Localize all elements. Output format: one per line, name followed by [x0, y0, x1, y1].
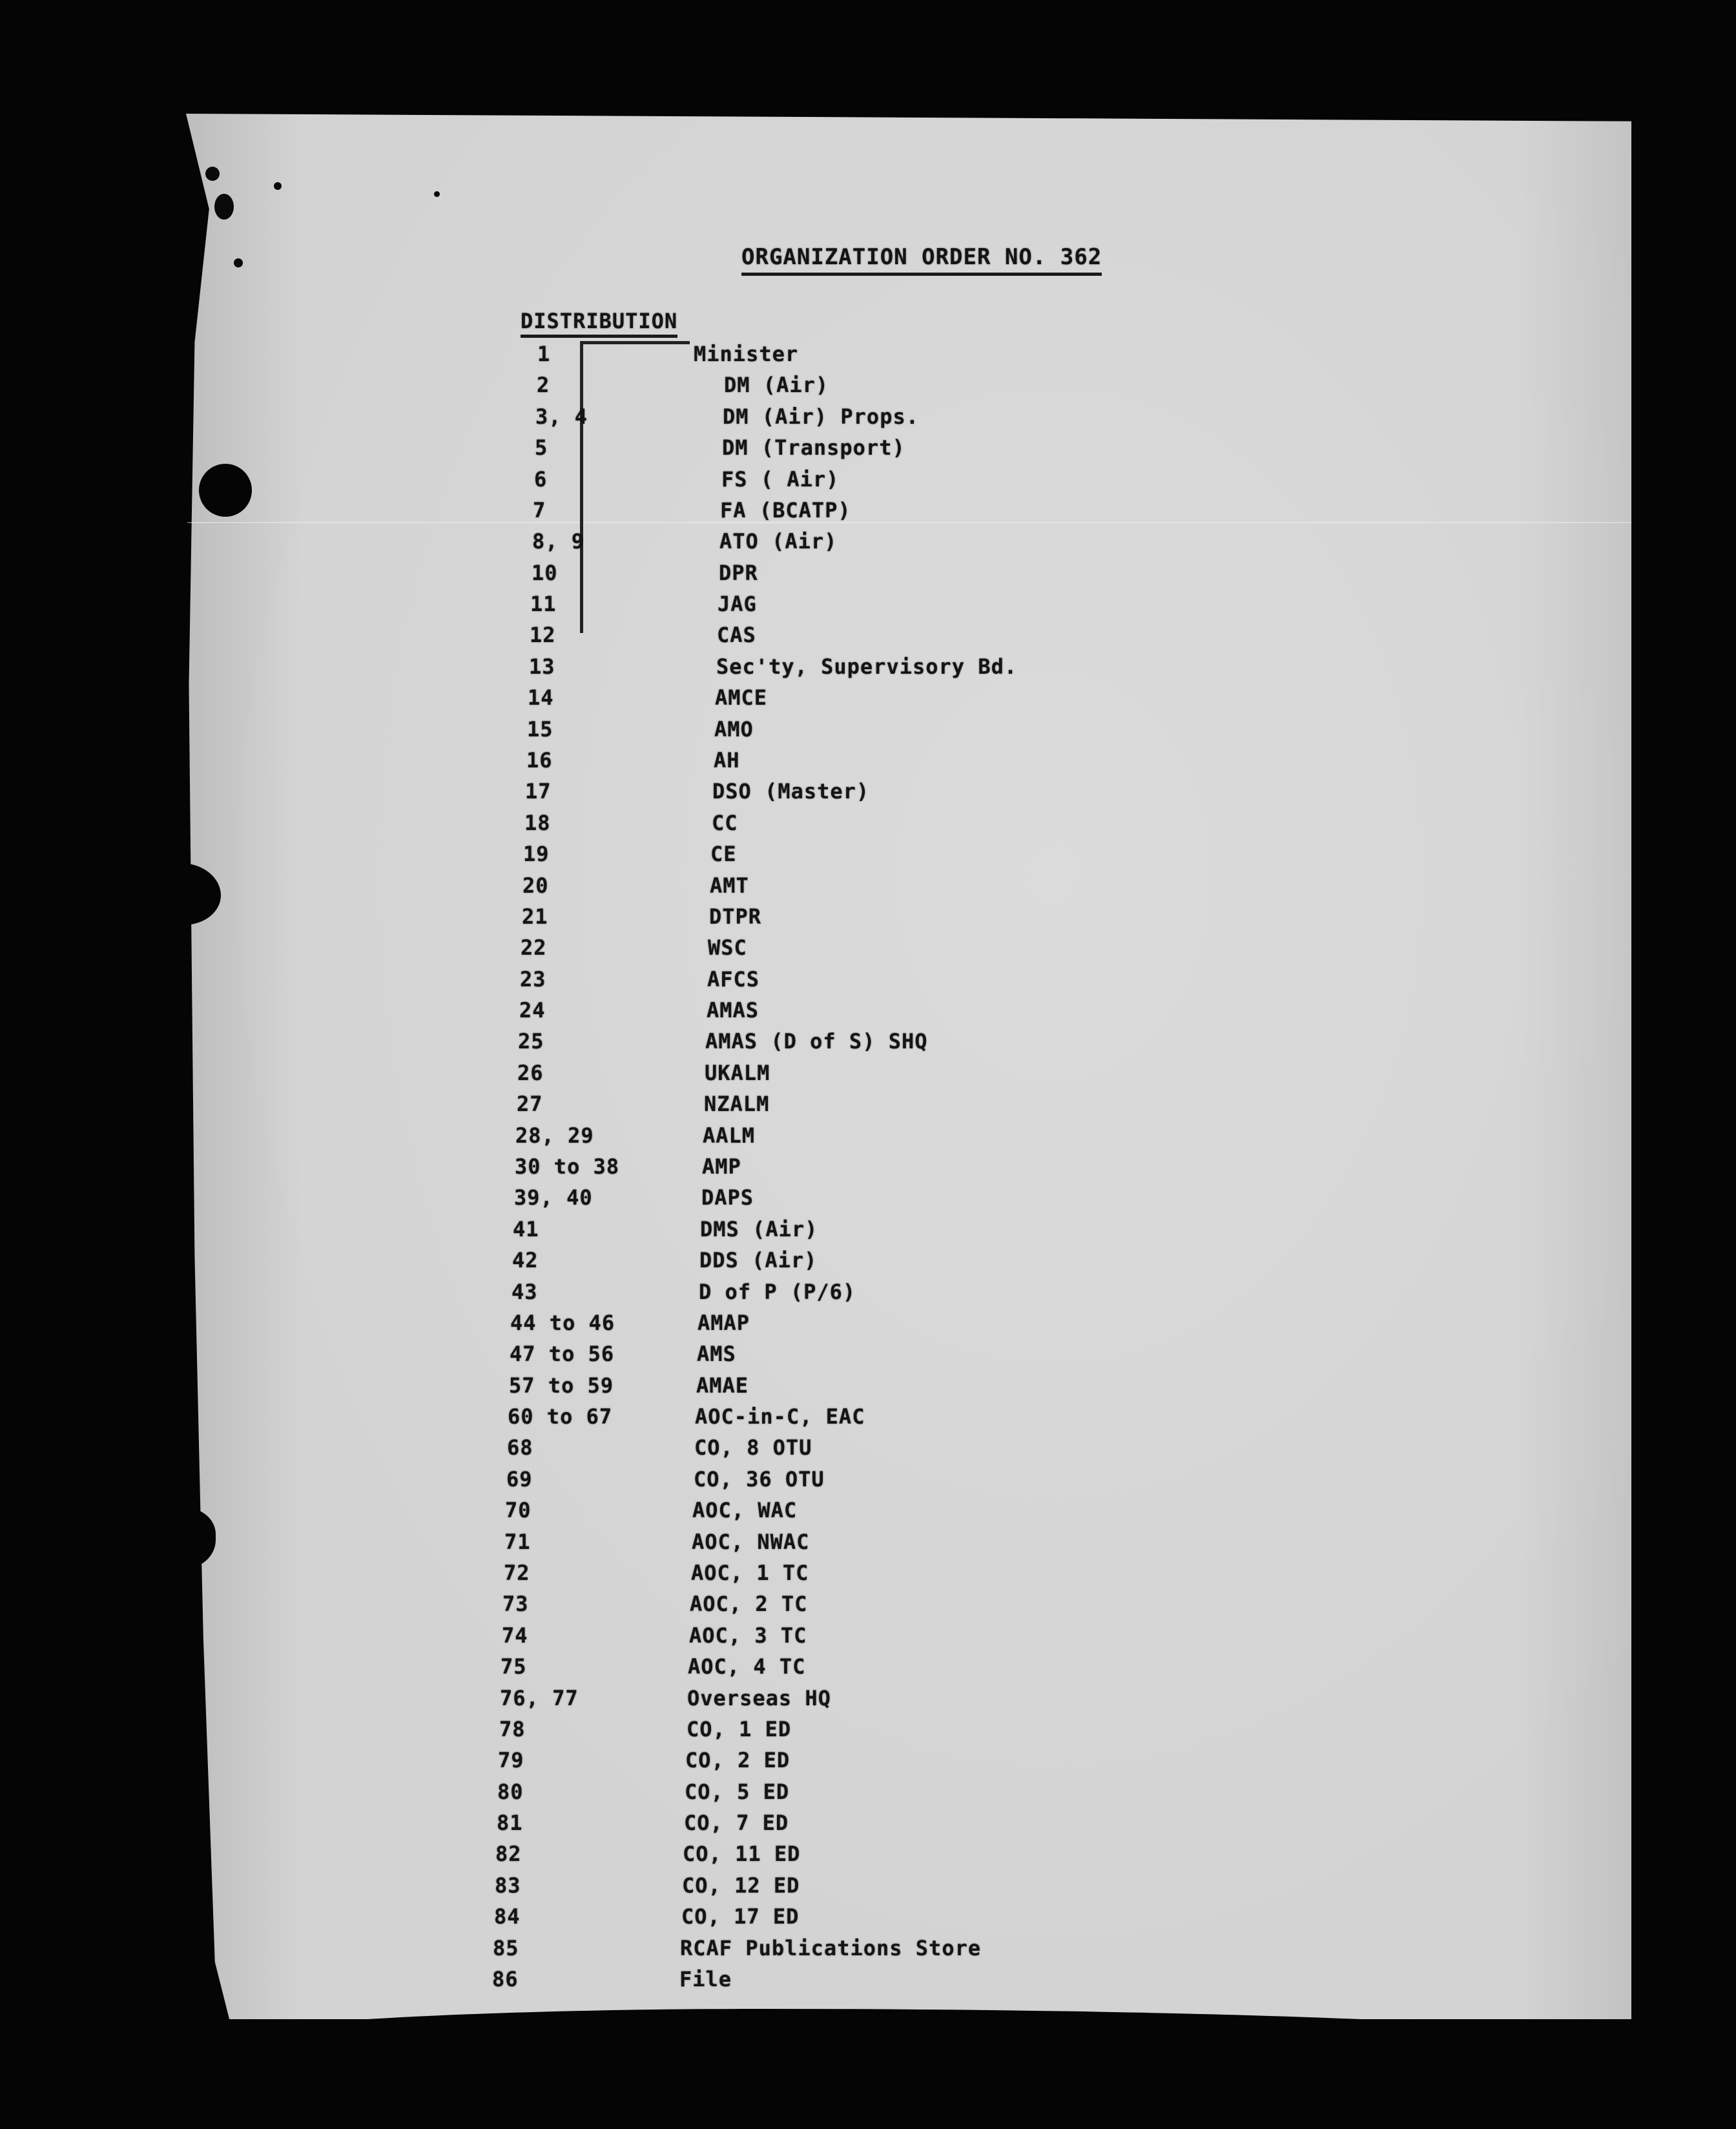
- recipient: AMCE: [715, 685, 768, 710]
- copy-number: 11: [530, 592, 557, 616]
- recipient: AOC, WAC: [692, 1498, 798, 1522]
- recipient: AMAP: [698, 1311, 750, 1335]
- recipient: DM (Air) Props.: [723, 404, 919, 429]
- copy-number: 8, 9: [532, 529, 585, 554]
- recipient: DPR: [719, 561, 758, 585]
- copy-number: 84: [494, 1904, 521, 1929]
- recipient: DSO (Master): [712, 779, 870, 804]
- recipient: AOC, 4 TC: [688, 1654, 806, 1679]
- recipient: AMS: [697, 1342, 736, 1366]
- copy-number: 85: [493, 1936, 519, 1960]
- recipient: FS ( Air): [721, 467, 840, 492]
- recipient: DAPS: [701, 1185, 754, 1210]
- copy-number: 5: [535, 435, 548, 460]
- copy-number: 72: [504, 1561, 530, 1585]
- copy-number: 3, 4: [535, 404, 588, 429]
- copy-number: 68: [507, 1435, 533, 1460]
- copy-number: 47 to 56: [510, 1342, 615, 1366]
- copy-number: 79: [498, 1748, 524, 1772]
- copy-number: 80: [497, 1780, 524, 1804]
- copy-number: 57 to 59: [509, 1373, 614, 1398]
- recipient: CE: [710, 842, 737, 866]
- copy-number: 15: [527, 717, 553, 742]
- copy-number: 12: [530, 623, 556, 647]
- copy-number: 21: [522, 904, 548, 929]
- copy-number: 73: [502, 1592, 529, 1616]
- recipient: AMAE: [696, 1373, 749, 1398]
- recipient: AOC, 2 TC: [690, 1592, 808, 1616]
- recipient: UKALM: [705, 1061, 770, 1085]
- recipient: DDS (Air): [699, 1248, 818, 1272]
- copy-number: 44 to 46: [510, 1311, 615, 1335]
- recipient: NZALM: [704, 1092, 770, 1116]
- copy-number: 30 to 38: [515, 1154, 620, 1179]
- copy-number: 70: [505, 1498, 532, 1522]
- copy-number: 76, 77: [500, 1686, 579, 1710]
- copy-number: 27: [517, 1092, 543, 1116]
- recipient: DMS (Air): [700, 1217, 818, 1241]
- recipient: CO, 8 OTU: [694, 1435, 812, 1460]
- copy-number: 28, 29: [515, 1123, 594, 1148]
- recipient: AMP: [702, 1154, 741, 1179]
- recipient: Overseas HQ: [687, 1686, 831, 1710]
- copy-number: 20: [522, 873, 549, 898]
- recipient: AOC-in-C, EAC: [695, 1404, 865, 1429]
- recipient: AOC, 3 TC: [689, 1623, 807, 1648]
- bracket-line: [580, 341, 690, 344]
- recipient: AMAS: [707, 998, 760, 1023]
- recipient: JAG: [718, 592, 757, 616]
- copy-number: 17: [525, 779, 552, 804]
- recipient: CO, 1 ED: [687, 1717, 792, 1741]
- recipient: AH: [714, 748, 740, 773]
- recipient: CO, 5 ED: [685, 1780, 790, 1804]
- copy-number: 83: [495, 1873, 521, 1898]
- copy-number: 43: [512, 1280, 538, 1304]
- recipient: Minister: [694, 342, 799, 366]
- recipient: ATO (Air): [719, 529, 838, 554]
- recipient: AOC, NWAC: [692, 1530, 810, 1554]
- copy-number: 39, 40: [514, 1185, 593, 1210]
- copy-number: 16: [526, 748, 553, 773]
- copy-number: 19: [523, 842, 550, 866]
- recipient: Sec'ty, Supervisory Bd.: [716, 654, 1018, 679]
- copy-number: 24: [519, 998, 546, 1023]
- copy-number: 18: [524, 811, 551, 835]
- copy-number: 10: [532, 561, 558, 585]
- recipient: CAS: [717, 623, 756, 647]
- recipient: RCAF Publications Store: [680, 1936, 982, 1960]
- copy-number: 41: [513, 1217, 539, 1241]
- copy-number: 75: [501, 1654, 527, 1679]
- document-title: ORGANIZATION ORDER NO. 362: [741, 244, 1102, 276]
- recipient: DM (Transport): [722, 435, 905, 460]
- copy-number: 71: [504, 1530, 531, 1554]
- copy-number: 42: [512, 1248, 539, 1272]
- distribution-heading: DISTRIBUTION: [521, 309, 677, 338]
- recipient: D of P (P/6): [699, 1280, 856, 1304]
- recipient: AOC, 1 TC: [691, 1561, 809, 1585]
- recipient: WSC: [708, 935, 747, 960]
- copy-number: 2: [537, 373, 550, 397]
- copy-number: 86: [492, 1967, 519, 1991]
- copy-number: 69: [506, 1467, 533, 1491]
- recipient: DM (Air): [724, 373, 829, 397]
- recipient: CO, 2 ED: [685, 1748, 790, 1772]
- recipient: AALM: [703, 1123, 756, 1148]
- copy-number: 13: [529, 654, 555, 679]
- copy-number: 60 to 67: [508, 1404, 613, 1429]
- copy-number: 22: [521, 935, 547, 960]
- recipient: AMAS (D of S) SHQ: [705, 1029, 928, 1054]
- recipient: CO, 11 ED: [683, 1842, 801, 1866]
- recipient: FA (BCATP): [720, 498, 851, 523]
- copy-number: 25: [518, 1029, 544, 1054]
- copy-number: 1: [537, 342, 551, 366]
- recipient: CO, 12 ED: [682, 1873, 800, 1898]
- copy-number: 78: [499, 1717, 526, 1741]
- recipient: AMT: [710, 873, 749, 898]
- copy-number: 7: [533, 498, 546, 523]
- copy-number: 23: [520, 967, 546, 992]
- copy-number: 14: [528, 685, 554, 710]
- recipient: File: [679, 1967, 732, 1991]
- recipient: CO, 7 ED: [684, 1811, 789, 1835]
- bracket-line: [580, 341, 583, 633]
- copy-number: 74: [502, 1623, 528, 1648]
- recipient: CO, 36 OTU: [694, 1467, 825, 1491]
- recipient: CC: [712, 811, 738, 835]
- copy-number: 82: [495, 1842, 522, 1866]
- copy-number: 26: [517, 1061, 544, 1085]
- copy-number: 81: [497, 1811, 523, 1835]
- recipient: DTPR: [709, 904, 762, 929]
- recipient: AFCS: [707, 967, 760, 992]
- copy-number: 6: [534, 467, 548, 492]
- recipient: CO, 17 ED: [681, 1904, 800, 1929]
- recipient: AMO: [714, 717, 754, 742]
